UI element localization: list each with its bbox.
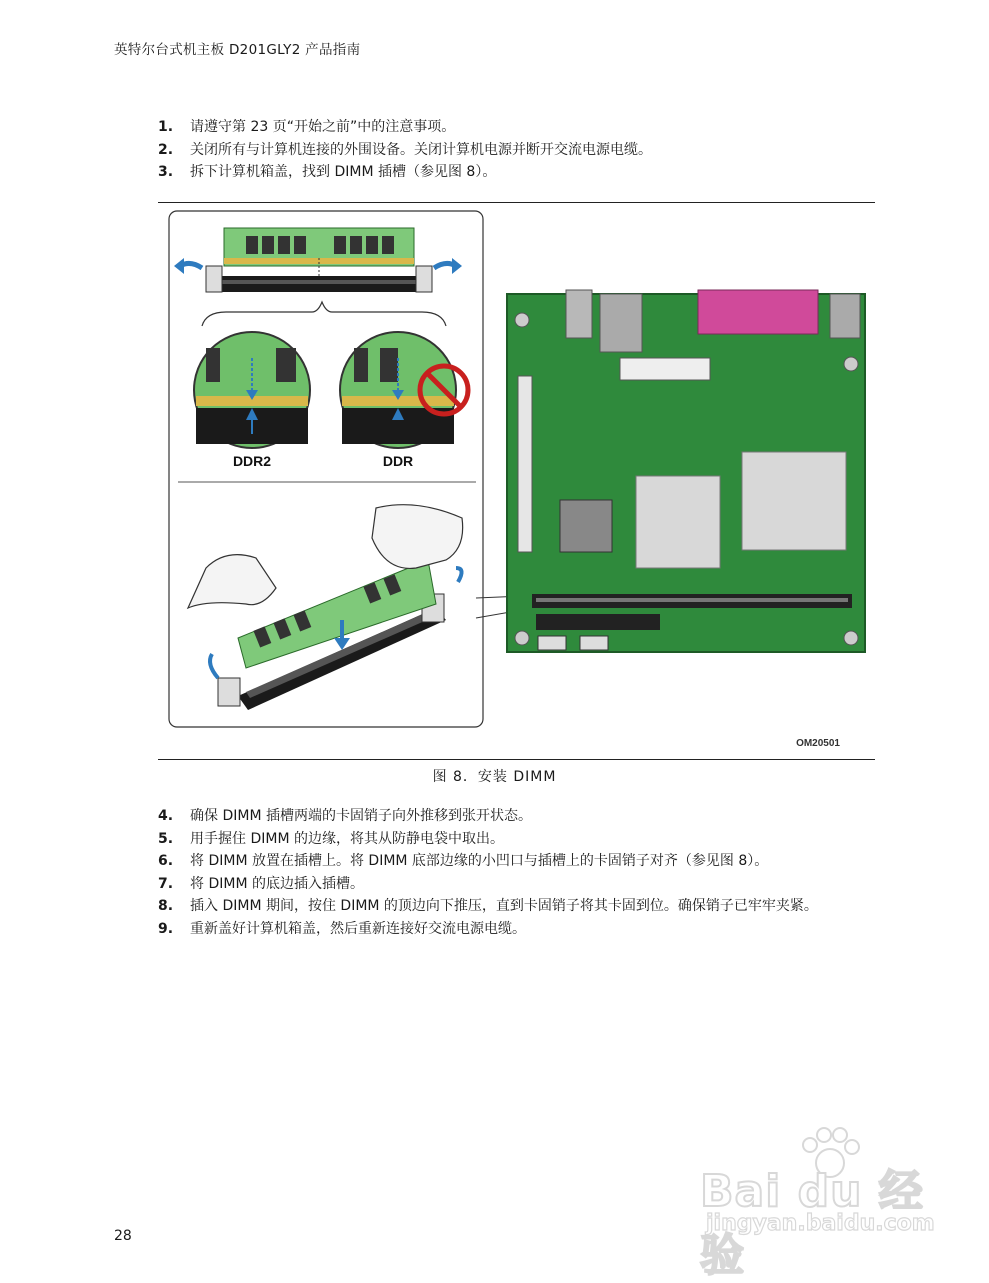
- page-header: 英特尔台式机主板 D201GLY2 产品指南: [114, 42, 361, 58]
- list-item: 6. 将 DIMM 放置在插槽上。将 DIMM 底部边缘的小凹口与插槽上的卡固销子对齐（参见图 8）。: [158, 853, 769, 869]
- figure-caption: 图 8．安装 DIMM: [432, 769, 557, 785]
- figure-dimm-install: [166, 208, 870, 756]
- list-item: 4. 确保 DIMM 插槽两端的卡固销子向外推移到张开状态。: [158, 808, 532, 824]
- baidu-watermark: [700, 1125, 960, 1281]
- steps-list-bottom: [158, 805, 874, 940]
- heatsink-small: [636, 476, 720, 568]
- figure-illustration: [166, 208, 870, 756]
- list-item: 1. 请遵守第 23 页“开始之前”中的注意事项。: [158, 119, 456, 135]
- watermark-url: jingyan.baidu.com: [706, 1211, 935, 1236]
- figure-top-rule: [158, 202, 875, 203]
- pci-slot: [518, 376, 532, 552]
- label-ddr: DDR: [382, 453, 414, 469]
- list-item: 8. 插入 DIMM 期间，按住 DIMM 的顶边向下推压，直到卡固销子将其卡固到位。确保销子已牢牢夹紧。: [158, 898, 818, 914]
- cpu-chip: [560, 500, 612, 552]
- list-item: 9. 重新盖好计算机箱盖，然后重新连接好交流电源电缆。: [158, 920, 526, 937]
- label-ddr2: DDR2: [232, 453, 272, 469]
- list-item: 2. 关闭所有与计算机连接的外围设备。关闭计算机电源并断开交流电源电缆。: [158, 141, 652, 158]
- dimm-module-top: [224, 228, 414, 266]
- motherboard: [507, 290, 865, 652]
- magnifier-ddr: [340, 332, 456, 448]
- page-number: 28: [114, 1228, 132, 1244]
- heatsink-large: [742, 452, 846, 550]
- list-item: 5. 用手握住 DIMM 的边缘，将其从防静电袋中取出。: [158, 830, 504, 847]
- figure-bottom-rule: [158, 759, 875, 760]
- list-item: 7. 将 DIMM 的底边插入插槽。: [158, 875, 364, 892]
- parallel-port: [698, 290, 818, 334]
- watermark-brand: Bai du 经验: [700, 1166, 924, 1281]
- magnifier-ddr2: [194, 332, 310, 448]
- steps-list-top: [158, 116, 874, 184]
- list-item: 3. 拆下计算机箱盖，找到 DIMM 插槽（参见图 8）。: [158, 164, 497, 180]
- figure-code: OM20501: [796, 738, 840, 749]
